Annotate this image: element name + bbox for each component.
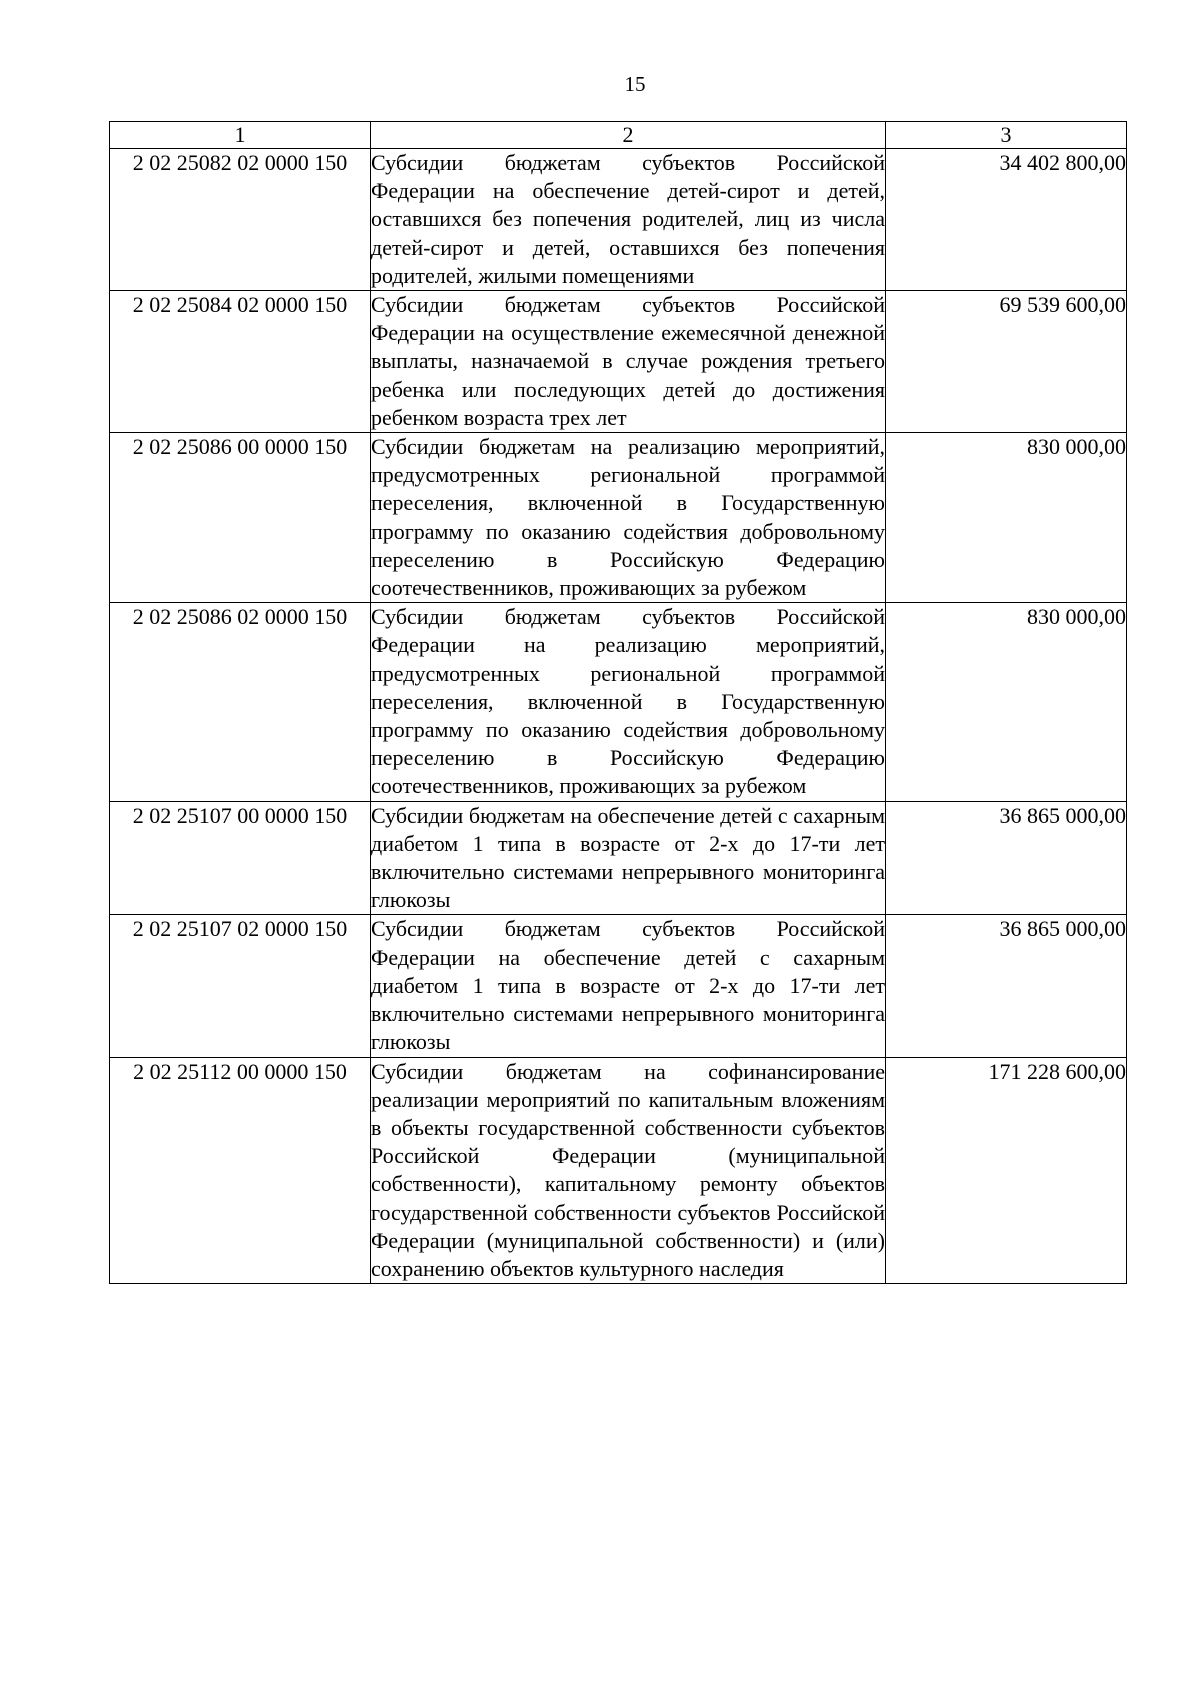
row-description: Субсидии бюджетам на софинансирование реализации мероприятий по капитальным вложениям в объекты государственной собственности субъектов Российской Федерации (муниципальной собственности), капитальному ремонту объектов государственной собственности субъектов Российской Федерации (муниципальной собственности) и (или) сохранению объектов культурного наследия [371,1057,886,1284]
table-body [110,149,1127,1284]
table-row [110,433,1127,603]
table-row [110,149,1127,291]
row-code: 2 02 25112 00 0000 150 [110,1057,371,1284]
row-code: 2 02 25107 02 0000 150 [110,915,371,1057]
table-header [110,122,1127,149]
row-description: Субсидии бюджетам субъектов Российской Федерации на обеспечение детей-сирот и детей, оставшихся без попечения родителей, лиц из числа детей-сирот и детей, оставшихся без попечения родителей, жилыми помещениями [371,149,886,291]
table-row [110,291,1127,433]
row-description: Субсидии бюджетам субъектов Российской Федерации на реализацию мероприятий, предусмотренных региональной программой переселения, включенной в Государственную программу по оказанию содействия добровольному переселению в Российскую Федерацию соотечественников, проживающих за рубежом [371,603,886,801]
row-code: 2 02 25082 02 0000 150 [110,149,371,291]
header-row [110,122,1127,149]
table-row [110,1057,1127,1284]
table-row [110,603,1127,801]
row-code: 2 02 25084 02 0000 150 [110,291,371,433]
table-row [110,915,1127,1057]
row-code: 2 02 25107 00 0000 150 [110,801,371,915]
row-amount: 69 539 600,00 [886,291,1127,433]
row-code: 2 02 25086 00 0000 150 [110,433,371,603]
page-number: 15 [624,72,646,96]
row-amount: 36 865 000,00 [886,915,1127,1057]
row-amount: 34 402 800,00 [886,149,1127,291]
row-description: Субсидии бюджетам субъектов Российской Федерации на обеспечение детей с сахарным диабетом 1 типа в возрасте от 2-х до 17-ти лет включительно системами непрерывного мониторинга глюкозы [371,915,886,1057]
row-code: 2 02 25086 02 0000 150 [110,603,371,801]
column-header-amount: 3 [886,122,1127,149]
row-amount: 171 228 600,00 [886,1057,1127,1284]
row-description: Субсидии бюджетам на обеспечение детей с сахарным диабетом 1 типа в возрасте от 2-х до 17-ти лет включительно системами непрерывного мониторинга глюкозы [371,801,886,915]
row-amount: 36 865 000,00 [886,801,1127,915]
row-amount: 830 000,00 [886,433,1127,603]
row-description: Субсидии бюджетам субъектов Российской Федерации на осуществление ежемесячной денежной выплаты, назначаемой в случае рождения третьего ребенка или последующих детей до достижения ребенком возраста трех лет [371,291,886,433]
column-header-description: 2 [371,122,886,149]
row-amount: 830 000,00 [886,603,1127,801]
column-header-code: 1 [110,122,371,149]
table-row [110,801,1127,915]
row-description: Субсидии бюджетам на реализацию мероприятий, предусмотренных региональной программой переселения, включенной в Государственную программу по оказанию содействия добровольному переселению в Российскую Федерацию соотечественников, проживающих за рубежом [371,433,886,603]
budget-table [109,121,1127,1284]
